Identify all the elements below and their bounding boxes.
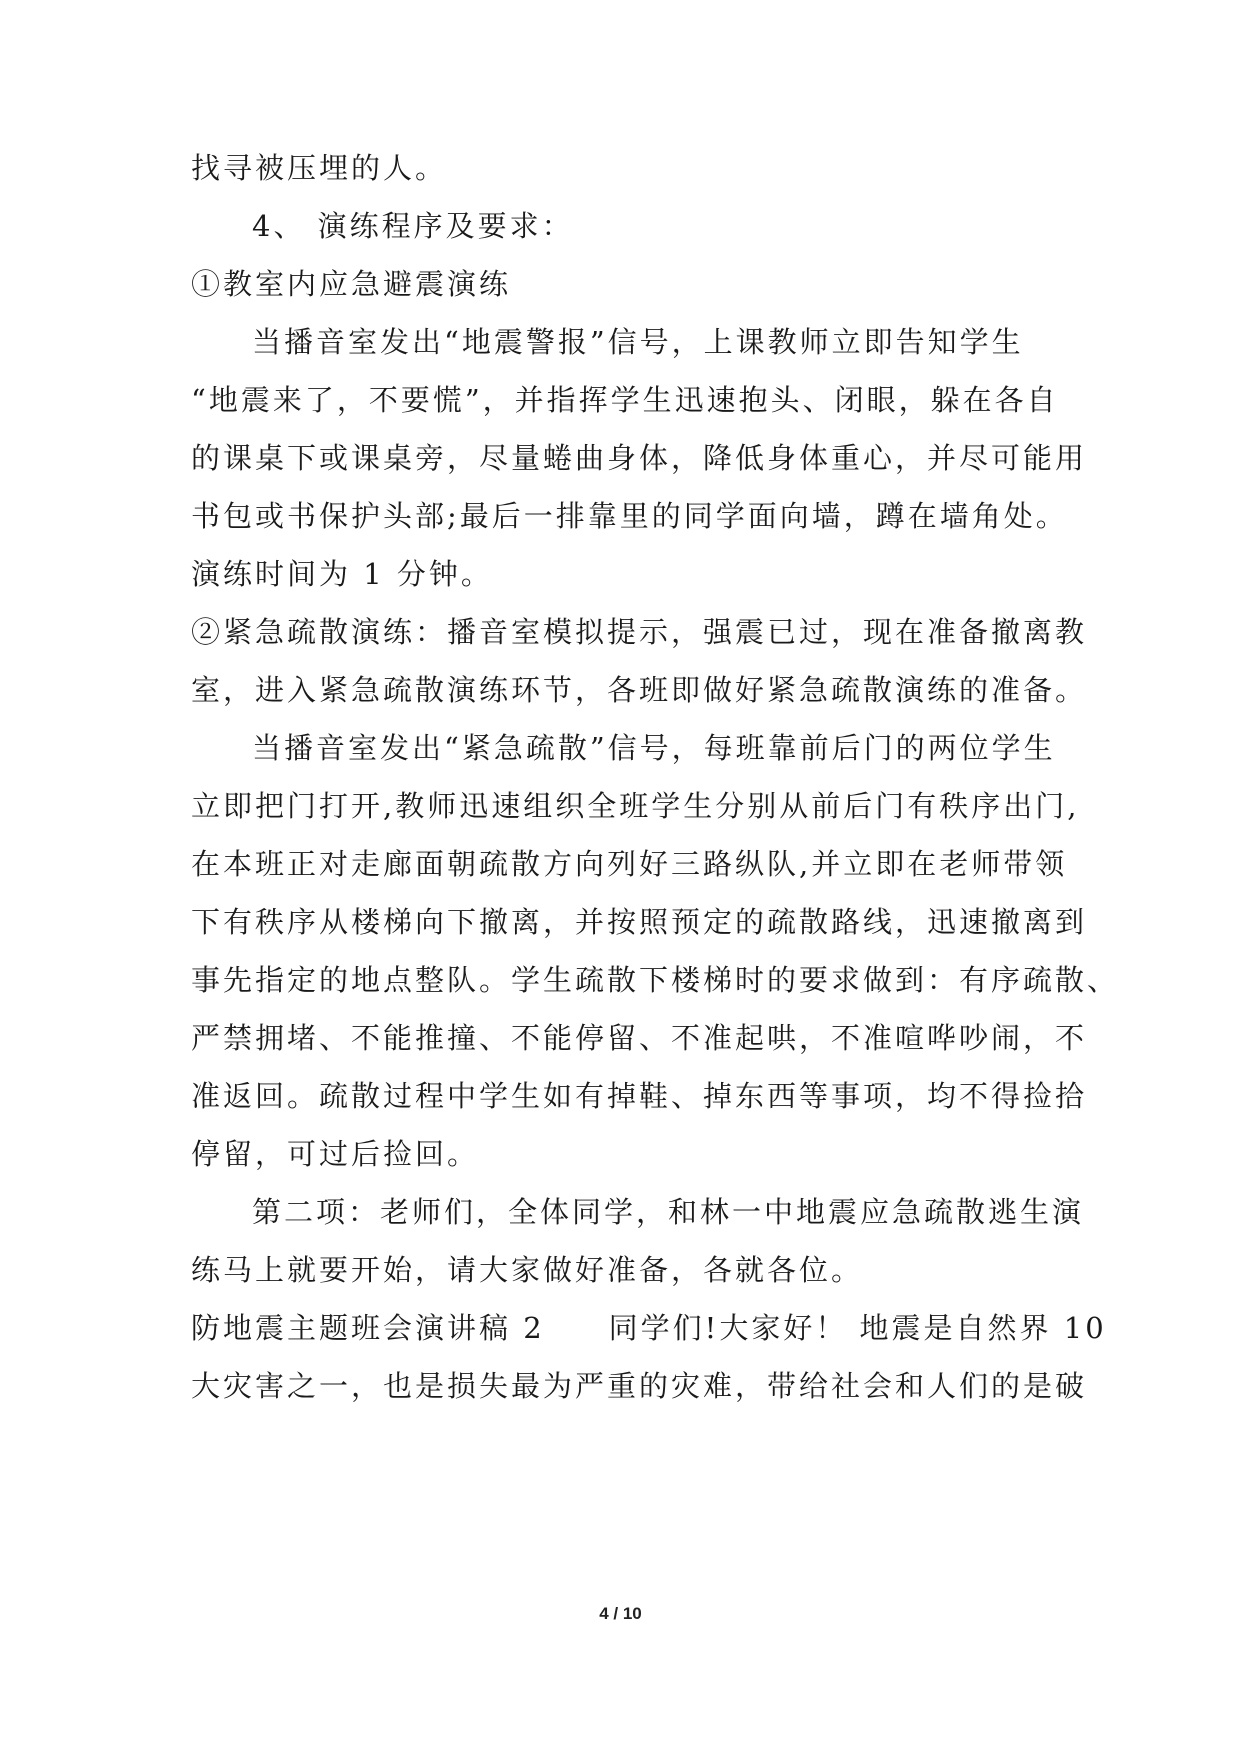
text-line: 准返回。疏散过程中学生如有掉鞋、掉东西等事项，均不得捡拾	[191, 1079, 1088, 1113]
text-line: 当播音室发出“地震警报”信号，上课教师立即告知学生	[252, 325, 1024, 359]
text-line: 的课桌下或课桌旁，尽量蜷曲身体，降低身体重心，并尽可能用	[191, 441, 1088, 475]
text-line: 找寻被压埋的人。	[191, 151, 448, 185]
section-heading: 4、 演练程序及要求：	[252, 209, 574, 243]
page-number: 4 / 10	[599, 1604, 642, 1623]
text-line: 练马上就要开始，请大家做好准备，各就各位。	[191, 1253, 864, 1287]
text-line: 下有秩序从楼梯向下撤离，并按照预定的疏散路线，迅速撤离到	[191, 905, 1088, 939]
subsection-heading: ②紧急疏散演练：播音室模拟提示，强震已过，现在准备撤离教	[191, 615, 1088, 649]
text-line: 停留，可过后捡回。	[191, 1137, 480, 1171]
text-line: 书包或书保护头部;最后一排靠里的同学面向墙，蹲在墙角处。	[191, 499, 1068, 533]
text-line: 严禁拥堵、不能推撞、不能停留、不准起哄，不准喧哗吵闹，不	[191, 1021, 1088, 1055]
text-line: 第二项：老师们，全体同学，和林一中地震应急疏散逃生演	[252, 1195, 1085, 1229]
text-line: 演练时间为 1 分钟。	[191, 557, 493, 591]
text-line: 立即把门打开,教师迅速组织全班学生分别从前后门有秩序出门,	[191, 789, 1080, 823]
text-line: 室，进入紧急疏散演练环节，各班即做好紧急疏散演练的准备。	[191, 673, 1088, 707]
article-title-line: 防地震主题班会演讲稿 2 同学们!大家好！ 地震是自然界 10	[191, 1311, 1107, 1345]
text-line: 在本班正对走廊面朝疏散方向列好三路纵队,并立即在老师带领	[191, 847, 1068, 881]
text-line: 大灾害之一，也是损失最为严重的灾难，带给社会和人们的是破	[191, 1369, 1088, 1403]
subsection-heading: ①教室内应急避震演练	[191, 267, 512, 301]
text-line: 事先指定的地点整队。学生疏散下楼梯时的要求做到：有序疏散、	[191, 963, 1120, 997]
text-line: 当播音室发出“紧急疏散”信号，每班靠前后门的两位学生	[252, 731, 1056, 765]
text-line: “地震来了，不要慌”，并指挥学生迅速抱头、闭眼，躲在各自	[191, 383, 1059, 417]
